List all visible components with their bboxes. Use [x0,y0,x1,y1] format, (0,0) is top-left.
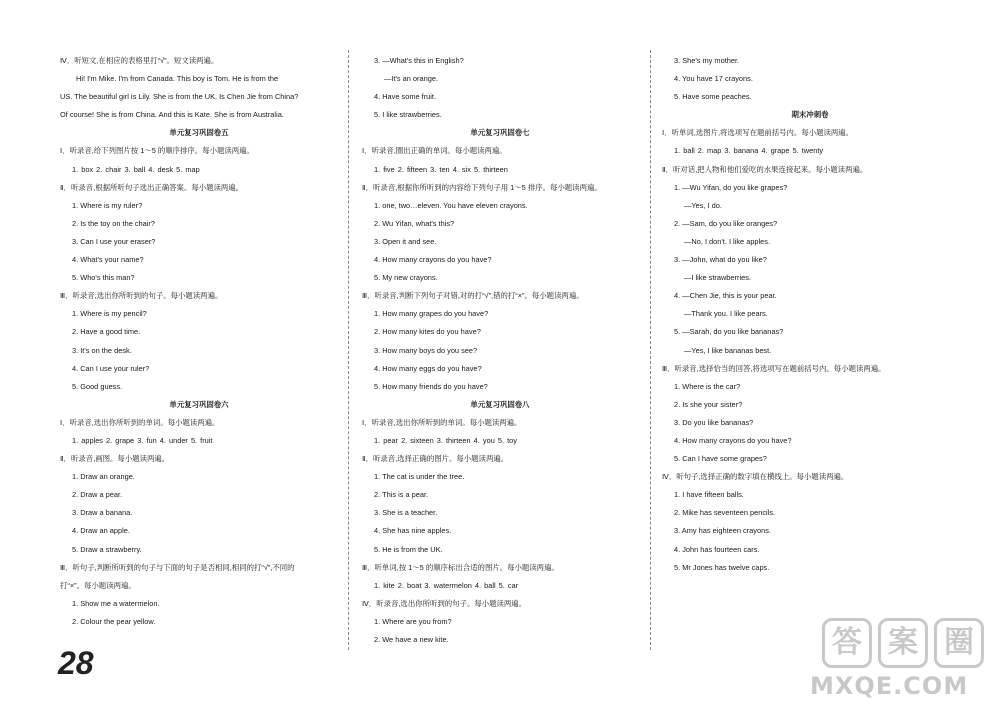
watermark-char: 圈 [934,618,984,668]
list-item: 2. Mike has seventeen pencils. [674,508,776,518]
list-item: 3. She is a teacher. [374,508,438,518]
list-item: 3. Open it and see. [374,236,437,246]
list-item: 4. How many eggs do you have? [374,363,482,373]
unit-title: 单元复习巩固卷八 [470,399,530,409]
list-item: 3. Do you like bananas? [674,417,754,427]
word-list: 1. kite 2. boat 3. watermelon 4. ball 5. car [374,580,519,590]
list-item: 2. We have a new kite. [374,635,449,644]
word-list: 1. apples 2. grape 3. fun 4. under 5. fruit [72,435,213,445]
list-item: 1. I have fifteen balls. [674,490,744,500]
column-left [58,52,340,631]
list-item: 2. Colour the pear yellow. [72,616,156,626]
unit-title: 期末冲刺卷 [791,110,829,120]
section-heading: Ⅳ．听句子,选择正确的数字填在横线上。每小题读两遍。 [662,472,849,482]
list-item: 5. He is from the UK. [374,544,443,554]
word-list: 1. ball 2. map 3. banana 4. grape 5. twenty [674,146,824,156]
page-number: 28 [58,645,94,681]
dialogue-reply: —No, I don't. I like apples. [684,236,771,246]
passage-line: Of course! She is from China. And this is Kate. She is from Australia. [60,110,284,120]
list-item: 4. Can I use your ruler? [72,363,150,373]
list-item: 5. Draw a strawberry. [72,544,142,554]
list-item: 5. —Sarah, do you like bananas? [674,327,784,337]
passage-line: US. The beautiful girl is Lily. She is from the UK. Is Chen Jie from China? [60,92,299,102]
list-item: 4. What's your name? [72,255,144,265]
list-item: 3. —John, what do you like? [674,255,767,265]
section-heading: Ⅲ．听单词,按 1～5 的顺序标出合适的图片。每小题读两遍。 [362,562,559,572]
watermark-url: MXQE.COM [810,672,969,700]
section-heading: Ⅲ．听录音,选择恰当的回答,将选项写在题前括号内。每小题读两遍。 [662,363,886,373]
list-item: 1. How many grapes do you have? [374,309,489,319]
list-item: 5. Can I have some grapes? [674,454,767,464]
section-heading: Ⅰ．听录音,选出你所听到的单词。每小题读两遍。 [60,417,220,427]
list-item: 5. Who's this man? [72,273,135,283]
list-item: 2. Draw a pear. [72,490,123,500]
list-item: 2. Wu Yifan, what's this? [374,218,455,228]
unit-title: 单元复习巩固卷五 [169,128,229,138]
list-item: 1. Where is my pencil? [72,309,147,319]
list-item: 4. How many crayons do you have? [374,255,492,265]
dialogue-reply: —Thank you. I like pears. [684,309,768,319]
passage-line: Hi! I'm Mike. I'm from Canada. This boy is Tom. He is from the [76,74,279,84]
list-item: 5. How many friends do you have? [374,381,488,391]
dialogue-reply: —It's an orange. [384,74,438,84]
list-item: 3. Can I use your eraser? [72,236,156,246]
list-item: 4. Draw an apple. [72,526,130,536]
list-item: 3. —What's this in English? [374,56,464,65]
list-item: 2. Is the toy on the chair? [72,218,155,228]
watermark-logo [810,618,990,703]
list-item: 1. Where are you from? [374,616,452,626]
list-item: 5. Mr Jones has twelve caps. [674,562,770,572]
list-item: 4. —Chen Jie, this is your pear. [674,291,777,301]
list-item: 1. Show me a watermelon. [72,598,160,608]
list-item: 3. She's my mother. [674,56,740,65]
list-item: 4. You have 17 crayons. [674,74,753,84]
section-heading: Ⅲ．听句子,判断所听到的句子与下面的句子是否相同,相同的打“√”,不同的 [60,562,295,572]
list-item: 5. Have some peaches. [674,92,752,102]
unit-title: 单元复习巩固卷七 [470,128,530,138]
list-item: 2. —Sam, do you like oranges? [674,218,778,228]
list-item: 1. one, two…eleven. You have eleven crayons. [374,200,528,210]
list-item: 5. My new crayons. [374,273,438,283]
unit-title: 单元复习巩固卷六 [169,399,229,409]
section-heading: Ⅱ．听录音,根据你所听到的内容给下列句子用 1～5 排序。每小题读两遍。 [362,182,602,192]
word-list: 1. pear 2. sixteen 3. thirteen 4. you 5. toy [374,435,517,445]
section-heading: Ⅲ．听录音,选出你所听到的句子。每小题读两遍。 [60,291,223,301]
section-heading: Ⅰ．听录音,给下列图片按 1～5 的顺序排序。每小题读两遍。 [60,146,254,156]
list-item: 3. Draw a banana. [72,508,133,518]
column-divider-right [650,50,651,650]
watermark-chars [822,618,984,668]
section-heading: Ⅱ．听录音,画图。每小题读两遍。 [60,454,170,464]
list-item: 2. Have a good time. [72,327,141,337]
list-item: 1. —Wu Yifan, do you like grapes? [674,182,788,192]
list-item: 1. Draw an orange. [72,472,135,482]
section-heading: Ⅰ．听录音,选出你所听到的单词。每小题读两遍。 [362,417,522,427]
list-item: 1. The cat is under the tree. [374,472,465,482]
list-item: 2. How many kites do you have? [374,327,481,337]
dialogue-reply: —Yes, I like bananas best. [684,345,772,355]
word-list: 1. box 2. chair 3. ball 4. desk 5. map [72,164,200,174]
list-item: 5. Good guess. [72,381,123,391]
list-item: 3. It's on the desk. [72,345,132,355]
section-heading: Ⅰ．听单词,选图片,将选项写在题前括号内。每小题读两遍。 [662,128,854,138]
section-heading: Ⅱ．听录音,根据所听句子选出正确答案。每小题读两遍。 [60,182,244,192]
list-item: 4. She has nine apples. [374,526,452,536]
section-heading: Ⅲ．听录音,判断下列句子对错,对的打“√”,错的打“×”。每小题读两遍。 [362,291,584,301]
list-item: 1. Where is the car? [674,381,741,391]
list-item: 2. This is a pear. [374,490,429,500]
section-heading: Ⅰ．听录音,圈出正确的单词。每小题读两遍。 [362,146,507,156]
list-item: 4. How many crayons do you have? [674,435,792,445]
section-heading: Ⅱ．听录音,选择正确的图片。每小题读两遍。 [362,454,509,464]
word-list: 1. five 2. fifteen 3. ten 4. six 5. thirteen [374,164,508,174]
section-heading: Ⅱ．听对话,把人物和他们爱吃的水果连接起来。每小题读两遍。 [662,164,868,174]
list-item: 4. Have some fruit. [374,92,437,102]
section-heading: Ⅳ．听录音,选出你所听到的句子。每小题读两遍。 [362,598,527,608]
list-item: 5. I like strawberries. [374,110,442,120]
dialogue-reply: —I like strawberries. [684,273,751,283]
column-right [660,52,960,577]
list-item: 2. Is she your sister? [674,399,743,409]
list-item: 1. Where is my ruler? [72,200,143,210]
dialogue-reply: —Yes, I do. [684,200,722,210]
list-item: 3. Amy has eighteen crayons. [674,526,771,536]
column-divider-left [348,50,349,650]
section-heading-continued: 打“×”。每小题读两遍。 [60,580,136,590]
column-middle [360,52,640,649]
watermark-char: 答 [822,618,872,668]
watermark-char: 案 [878,618,928,668]
section-heading: Ⅳ．听短文,在相应的表格里打“√”。短文读两遍。 [60,56,219,65]
list-item: 4. John has fourteen cars. [674,544,760,554]
list-item: 3. How many boys do you see? [374,345,478,355]
